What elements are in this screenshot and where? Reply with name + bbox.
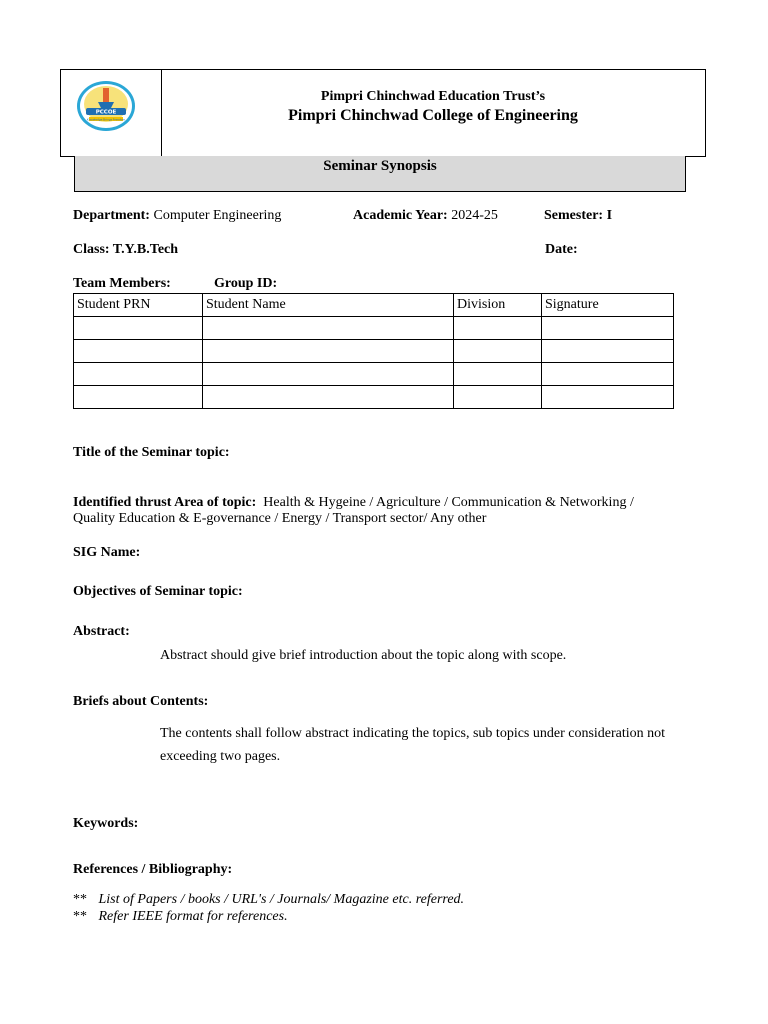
cell-prn[interactable] [74,363,203,386]
note-line-2 [73,909,288,925]
header-student-prn: Student PRN [74,294,203,317]
trust-name: Pimpri Chinchwad Education Trust’s [320,89,546,104]
college-logo [76,80,136,132]
date-label: Date: [545,242,578,257]
cell-name[interactable] [203,386,454,409]
note-marker: ** [73,909,87,924]
abstract-text: Abstract should give brief introduction about the topic along with scope. [160,648,567,663]
note-line-1 [73,892,464,908]
table-row [74,386,674,409]
cell-prn[interactable] [74,386,203,409]
note-1: List of Papers / books / URL's / Journals/ Magazine etc. referred. [98,892,465,907]
thrust-area-text-1: Health & Hygeine / Agriculture / Communication & Networking / [263,495,634,510]
institution-header [60,69,706,157]
group-id-label: Group ID: [214,276,278,291]
note-marker: ** [73,892,87,907]
team-members-label: Team Members: [73,276,171,291]
department-value: Computer Engineering [153,208,282,223]
cell-prn[interactable] [74,340,203,363]
cell-division[interactable] [454,317,542,340]
cell-prn[interactable] [74,317,203,340]
table-row [74,363,674,386]
table-row [74,340,674,363]
department-line [73,208,281,224]
class-label: Class: T.Y.B.Tech [73,242,179,257]
briefs-label: Briefs about Contents: [73,694,209,709]
cell-division[interactable] [454,363,542,386]
cell-name[interactable] [203,363,454,386]
header-student-name: Student Name [203,294,454,317]
header-signature: Signature [542,294,674,317]
table-row [74,317,674,340]
cell-signature[interactable] [542,340,674,363]
academic-year-label: Academic Year: [353,208,448,223]
thrust-area-line-1 [73,495,634,511]
objectives-label: Objectives of Seminar topic: [73,584,243,599]
academic-year-line [353,208,498,224]
title-label: Title of the Seminar topic: [73,445,230,460]
header-division: Division [454,294,542,317]
logo-tagline: Knowledge Brings Freedom [86,117,126,122]
thrust-area-label: Identified thrust Area of topic: [73,495,257,510]
note-2: Refer IEEE format for references. [98,909,288,924]
cell-name[interactable] [203,340,454,363]
semester-label: Semester: I [544,208,613,223]
thrust-area-text-2: Quality Education & E-governance / Energy / Transport sector/ Any other [73,511,487,526]
cell-signature[interactable] [542,317,674,340]
abstract-label: Abstract: [73,624,130,639]
logo-text: PCCOE [95,109,117,116]
cell-division[interactable] [454,386,542,409]
department-label: Department: [73,208,150,223]
logo-cell [61,70,162,156]
sig-name-label: SIG Name: [73,545,141,560]
college-name: Pimpri Chinchwad College of Engineering [288,107,578,124]
keywords-label: Keywords: [73,816,139,831]
references-label: References / Bibliography: [73,862,233,877]
cell-division[interactable] [454,340,542,363]
cell-signature[interactable] [542,386,674,409]
cell-name[interactable] [203,317,454,340]
synopsis-title-bar [74,156,686,192]
table-header-row [74,294,674,317]
briefs-text-2: exceeding two pages. [160,749,281,764]
cell-signature[interactable] [542,363,674,386]
academic-year-value: 2024-25 [451,208,498,223]
briefs-text-1: The contents shall follow abstract indicating the topics, sub topics under consideration not [160,726,666,741]
synopsis-title: Seminar Synopsis [323,158,437,174]
team-members-table [73,293,674,409]
